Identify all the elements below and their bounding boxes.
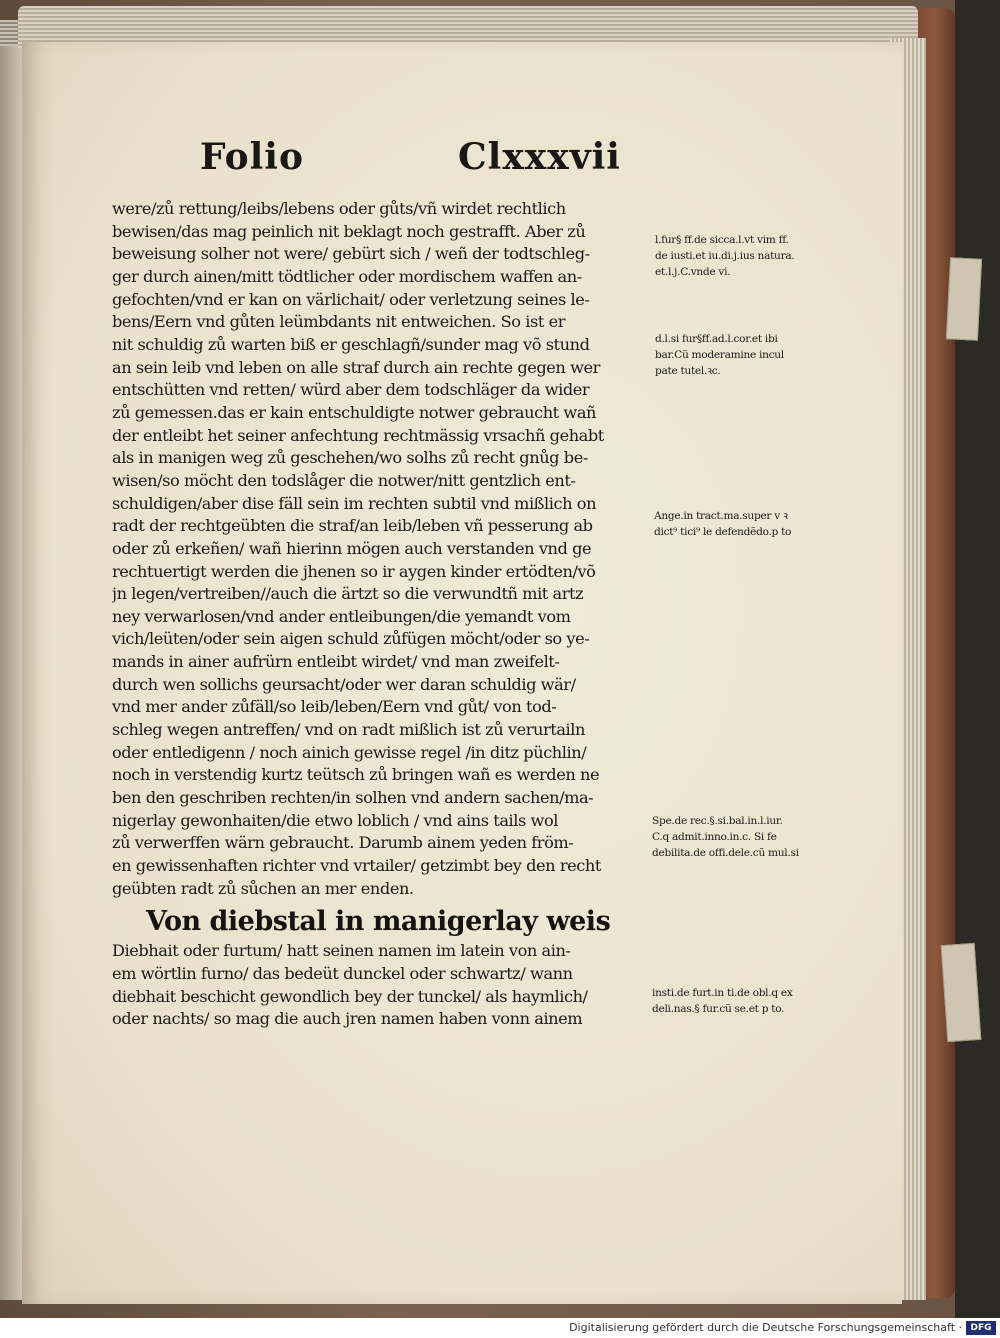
text-line: bens/Eern vnd gůten leümbdants nit entweichen. So ist er (112, 312, 566, 332)
text-line: en gewissenhaften richter vnd vrtailer/ getzimbt bey den recht (112, 856, 601, 876)
section-paragraph (112, 940, 637, 1031)
text-line: diebhait beschicht gewondlich bey der tunckel/ als haymlich/ (112, 986, 588, 1006)
text-line: durch wen sollichs geursacht/oder wer daran schuldig wär/ (112, 674, 576, 694)
text-line: an sein leib vnd leben on alle straf durch ain rechte gegen wer (112, 357, 600, 377)
text-line: geübten radt zů sůchen an mer enden. (112, 878, 414, 898)
margin-note-line: et.l.j.C.vnde vi. (655, 266, 731, 278)
text-line: als in manigen weg zů geschehen/wo solhs zů recht gnůg be- (112, 448, 588, 468)
margin-note-line: debilita.de offi.dele.cũ mul.si (652, 847, 799, 859)
margin-note-line: l.fur§ ff.de sicca.l.vt vim ff. (655, 234, 789, 246)
text-line: oder zů erkeñen/ wañ hierinn mögen auch verstanden vnd ge (112, 538, 592, 558)
text-line: entschütten vnd retten/ würd aber dem todschläger da wider (112, 380, 590, 400)
margin-note (655, 331, 784, 379)
margin-note-line: de iusti.et iu.di.j.ius natura. (655, 250, 795, 262)
margin-note (654, 508, 791, 540)
text-line: Diebhait oder furtum/ hatt seinen namen im latein von ain- (112, 941, 571, 961)
text-line: jn legen/vertreiben//auch die ärtzt so die verwundtñ mit artz (112, 584, 584, 604)
paragraph (112, 198, 637, 900)
text-line: beweisung solher not were/ gebürt sich / weñ der todtschleg- (112, 244, 590, 264)
text-line: ney verwarlosen/vnd ander entleibungen/die yemandt vom (112, 606, 571, 626)
margin-note (652, 985, 793, 1017)
margin-note-line: deli.nas.§ fur.cũ se.et p to. (652, 1003, 785, 1015)
text-line: zů verwerffen wärn gebraucht. Darumb ainem yeden fröm- (112, 833, 574, 853)
page-tab-marker (941, 943, 982, 1042)
text-line: der entleibt het seiner anfechtung rechtmässig vrsachñ gehabt (112, 425, 604, 445)
running-header (200, 136, 621, 186)
text-line: rechtuertigt werden die jhenen so ir aygen kinder ertödten/võ (112, 561, 596, 581)
margin-note-line: C.q admit.inno.in.c. Si fe (652, 831, 777, 843)
text-line: schuldigen/aber dise fäll sein im rechten subtil vnd mißlich on (112, 493, 597, 513)
margin-note (652, 813, 799, 861)
margin-note-line: dict⁹ tici⁹ le defendẽdo.p to (654, 526, 792, 538)
text-line: vich/leüten/oder sein aigen schuld zůfügen möcht/oder so ye- (112, 629, 590, 649)
main-text-block (112, 198, 637, 1031)
margin-note-line: insti.de furt.in ti.de obl.q ex (652, 987, 793, 999)
margin-note-line: Ange.in tract.ma.super v ꝛ (654, 510, 788, 522)
folio-number: Clxxxvii (458, 136, 621, 178)
margin-note-line: pate tutel.ꝛc. (655, 365, 721, 377)
facing-page-edge (0, 40, 22, 1300)
text-line: oder nachts/ so mag die auch jren namen haben vonn ainem (112, 1009, 583, 1029)
text-line: nit schuldig zů warten biß er geschlagñ/sunder mag võ stund (112, 334, 590, 354)
margin-note-line: d.l.si fur§ff.ad.l.cor.et ibi (655, 333, 778, 345)
text-line: ger durch ainen/mitt tödtlicher oder mordischem waffen an- (112, 266, 582, 286)
page-tab-marker (946, 257, 982, 341)
text-line: bewisen/das mag peinlich nit beklagt noch gestrafft. Aber zů (112, 221, 586, 241)
funding-credit: Digitalisierung gefördert durch die Deutsche Forschungsgemeinschaft · (569, 1321, 962, 1334)
margin-note-line: Spe.de rec.§.si.bal.in.l.iur. (652, 815, 783, 827)
text-line: wisen/so möcht den todslåger die notwer/nitt gentzlich ent- (112, 470, 576, 490)
text-line: zů gemessen.das er kain entschuldigte notwer gebraucht wañ (112, 402, 597, 422)
text-line: nigerlay gewonhaiten/die etwo loblich / vnd ains tails wol (112, 810, 558, 830)
text-line: gefochten/vnd er kan on värlichait/ oder verletzung seines le- (112, 289, 590, 309)
margin-note (655, 232, 794, 280)
text-line: radt der rechtgeübten die straf/an leib/leben vñ pesserung ab (112, 516, 593, 536)
text-line: vnd mer ander zůfäll/so leib/leben/Eern vnd gůt/ von tod- (112, 697, 557, 717)
text-line: ben den geschriben rechten/in solhen vnd andern sachen/ma- (112, 788, 594, 808)
text-line: mands in ainer aufrürn entleibt wirdet/ vnd man zweifelt- (112, 652, 560, 672)
margin-note-line: bar.Cũ moderamine incul (655, 349, 784, 361)
text-line: were/zů rettung/leibs/lebens oder gůts/vñ wirdet rechtlich (112, 199, 566, 218)
text-line: em wörtlin furno/ das bedeüt dunckel oder schwartz/ wann (112, 964, 573, 983)
text-line: schleg wegen antreffen/ vnd on radt mißlich ist zů verurtailn (112, 720, 585, 740)
footer-bar (0, 1318, 1000, 1338)
text-line: oder entledigenn / noch ainich gewisse regel /in ditz püchlin/ (112, 742, 587, 762)
section-heading: Von diebstal in manigerlay weis (146, 906, 611, 938)
dfg-logo-icon: DFG (966, 1321, 996, 1335)
text-line: noch in verstendig kurtz teütsch zů bringen wañ es werden ne (112, 765, 600, 785)
folio-label: Folio (200, 136, 304, 178)
